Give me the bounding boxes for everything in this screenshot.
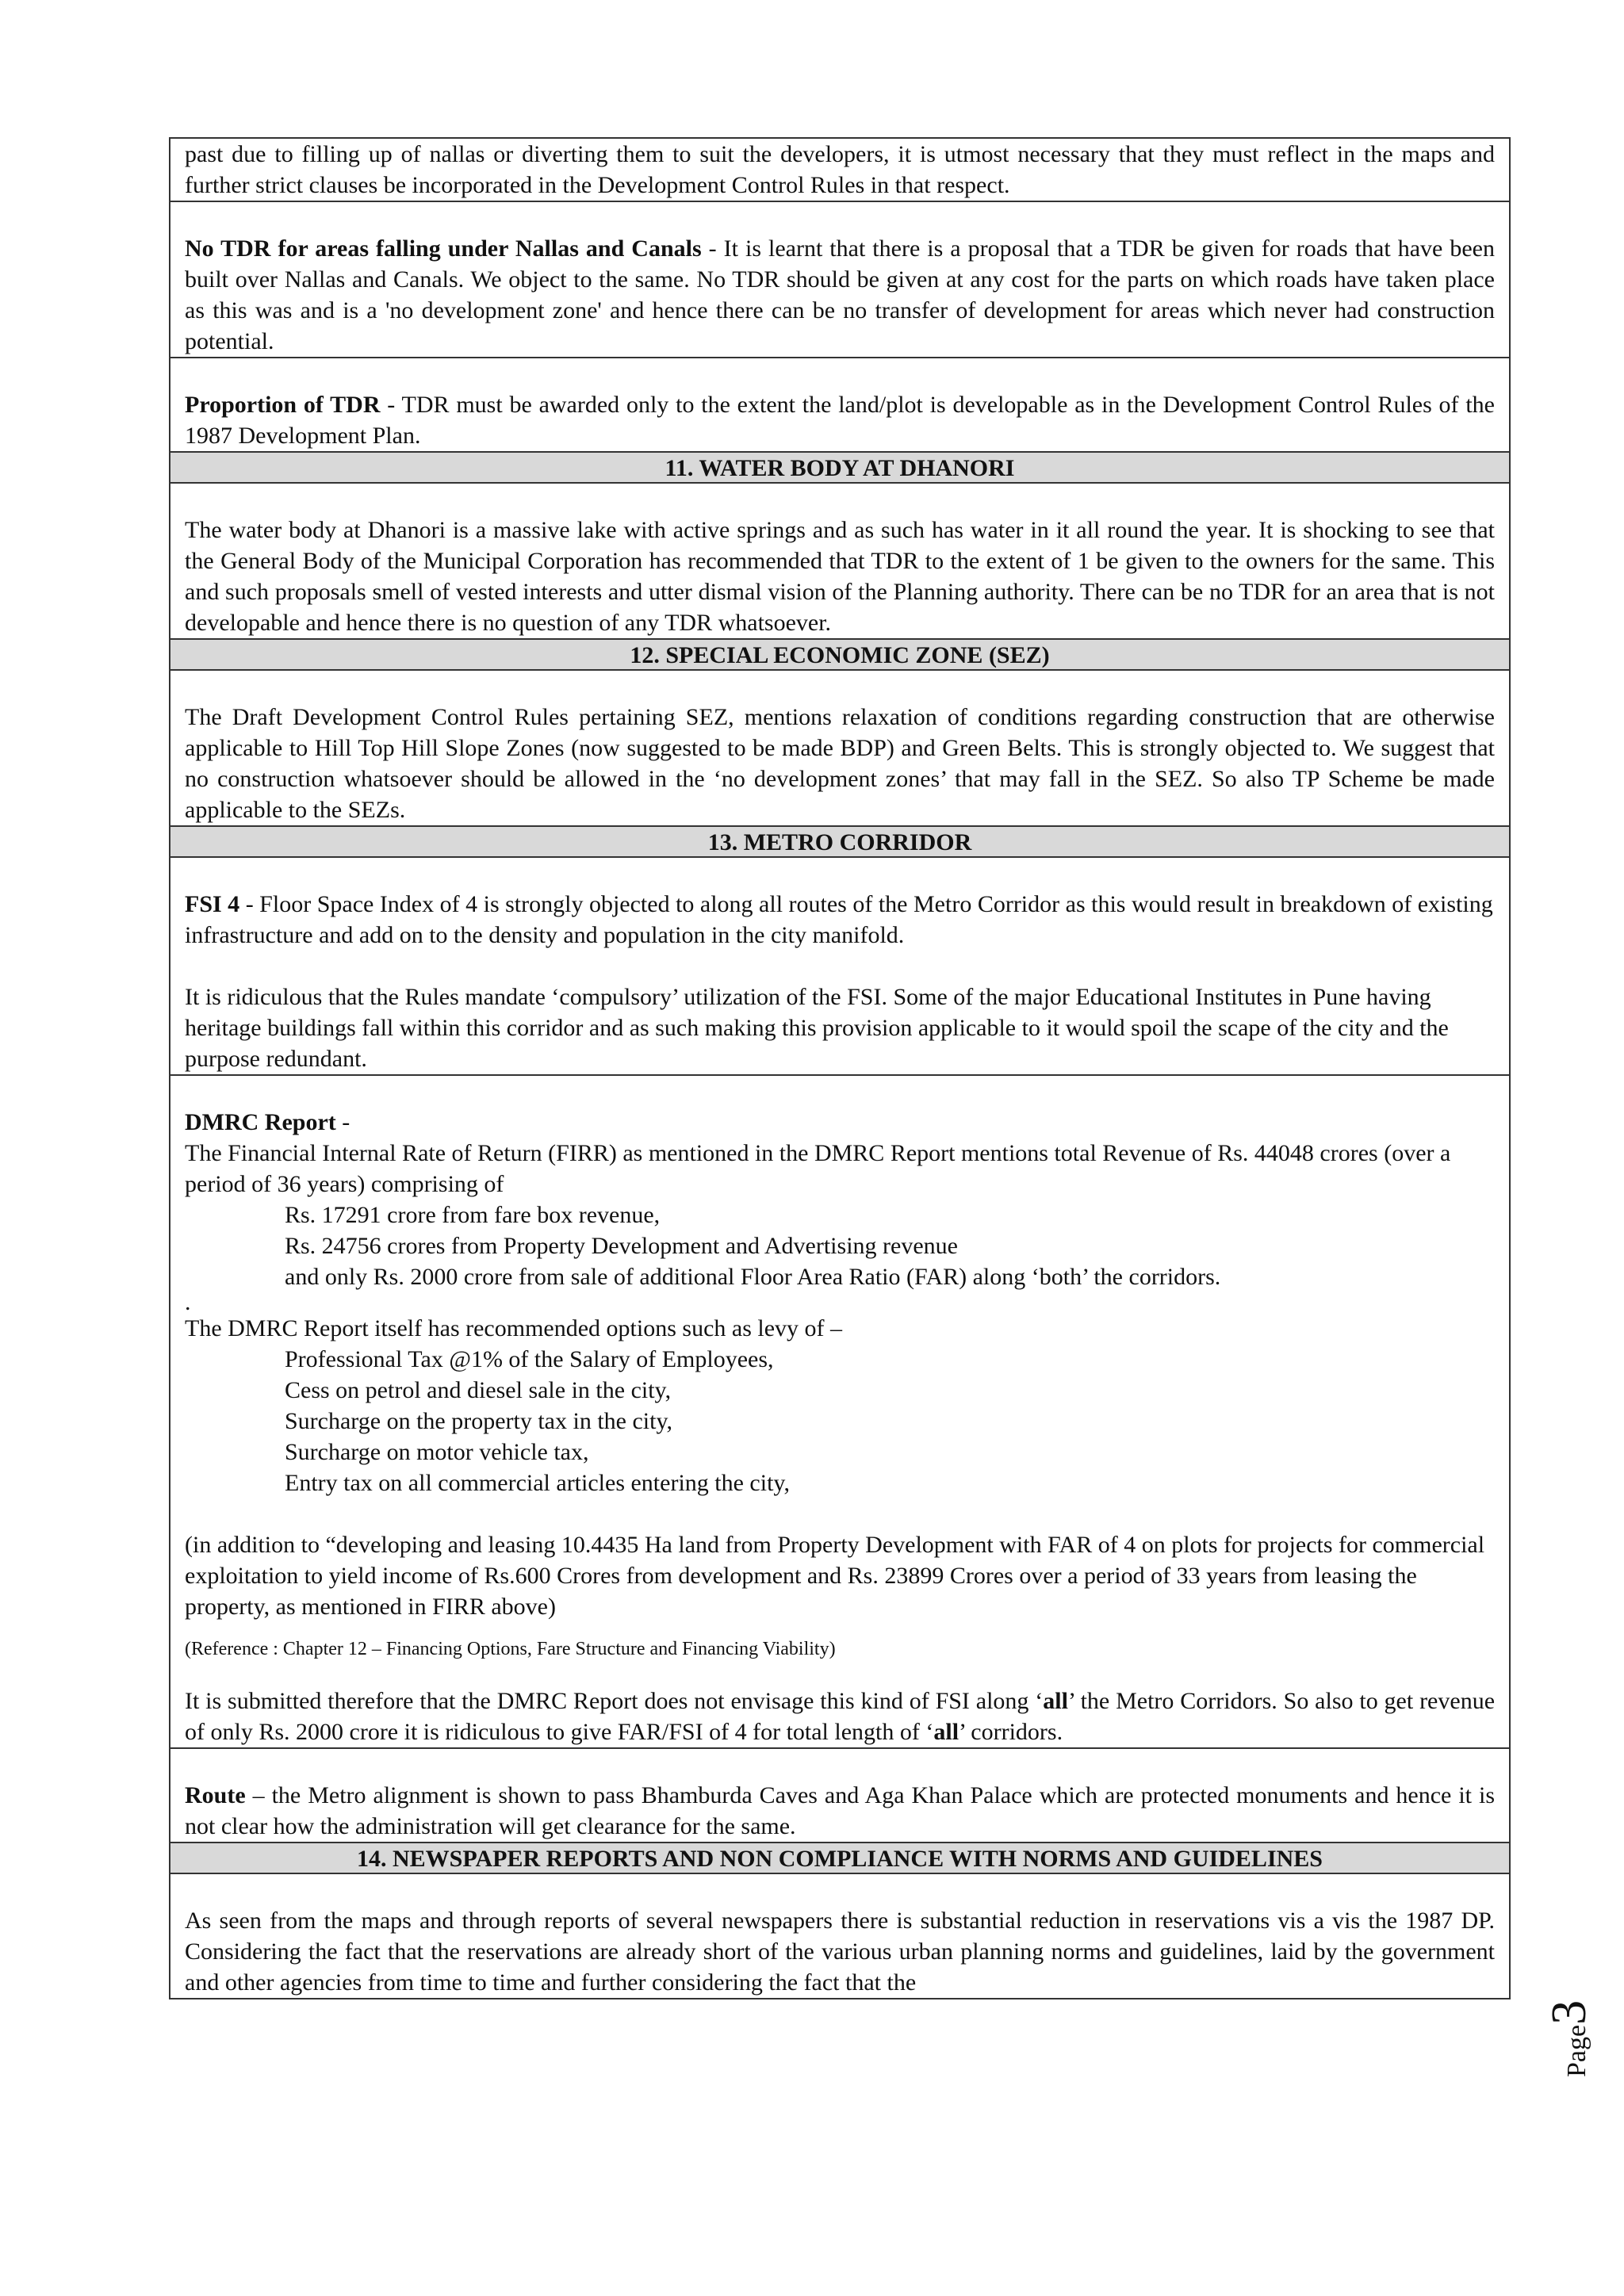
text: The Financial Internal Rate of Return (FIRR) as mentioned in the DMRC Report mentions total Revenue of Rs. 44048 crores (over a period of 36 years) comprising of (185, 1140, 1451, 1197)
text: ’ the Metro Corridors. So also to get revenue of only Rs. 2000 crore it is ridiculous to give FAR/FSI of 4 for total length of ‘ (185, 1688, 1496, 1745)
paragraph-route (169, 1749, 1511, 1843)
text: ’ corridors. (959, 1719, 1063, 1745)
text: . (185, 1289, 191, 1315)
text: (in addition to “developing and leasing 10.4435 Ha land from Property Development with FAR of 4 on plots for projects for commercial exploitation to yield income of Rs.600 Crores from development and Rs. 23899 Crores over a period of 33 years from leasing the property, as mentioned in FIRR above) (185, 1532, 1485, 1620)
text: As seen from the maps and through reports of several newspapers there is substantial reduction in reservations vis a vis the 1987 DP. Considering the fact that the reservations are already short of the various urban planning norms and guidelines, laid by the government and other agencies from time to time and further considering the fact that the (185, 1908, 1495, 1996)
paragraph-nallas-continued (169, 139, 1511, 202)
heading-inline: No TDR for areas falling under Nallas and Canals (185, 235, 702, 262)
paragraph-proportion-tdr (169, 358, 1511, 453)
list-item: Surcharge on the property tax in the city, (285, 1408, 673, 1434)
section-heading-13: 13. METRO CORRIDOR (169, 827, 1511, 858)
section-heading-12: 12. SPECIAL ECONOMIC ZONE (SEZ) (169, 640, 1511, 671)
reference-note: (Reference : Chapter 12 – Financing Options, Fare Structure and Financing Viability) (185, 1639, 836, 1659)
text: The water body at Dhanori is a massive lake with active springs and as such has water in it all round the year. It is shocking to see that the General Body of the Municipal Corporation has recommended that TDR to the extent of 1 be given to the owners for the same. This and such proposals smell of vested interests and utter dismal vision of the Planning authority. There can be no TDR for an area that is not developable and hence there is no question of any TDR whatsoever. (185, 517, 1495, 636)
list-item: Surcharge on motor vehicle tax, (285, 1439, 589, 1465)
heading-inline: Proportion of TDR (185, 392, 381, 418)
text: - (335, 1109, 350, 1135)
list-item: Entry tax on all commercial articles entering the city, (285, 1470, 790, 1496)
text: - It is learnt that there is a proposal that a TDR be given for roads that have been built over Nallas and Canals. We object to the same. No TDR should be given at any cost for the parts on which roads have taken place as this was and is a 'no development zone' and hence there can be no transfer of development for areas which never had construction potential. (185, 235, 1495, 354)
list-item: Rs. 24756 crores from Property Development and Advertising revenue (285, 1233, 958, 1259)
text: The DMRC Report itself has recommended options such as levy of – (185, 1315, 843, 1341)
text: – the Metro alignment is shown to pass Bhamburda Caves and Aga Khan Palace which are protected monuments and hence it is not clear how the administration will get clearance for the same. (185, 1782, 1495, 1839)
emphasis: all (933, 1719, 959, 1745)
heading-inline: DMRC Report (185, 1109, 336, 1135)
text: It is submitted therefore that the DMRC Report does not envisage this kind of FSI along ‘ (185, 1688, 1044, 1714)
text: - TDR must be awarded only to the extent the land/plot is developable as in the Development Control Rules of the 1987 Development Plan. (185, 392, 1495, 449)
paragraph-sez (169, 671, 1511, 827)
text: - Floor Space Index of 4 is strongly objected to along all routes of the Metro Corridor as this would result in breakdown of existing infrastructure and add on to the density and population in the city manifold. (185, 891, 1493, 948)
page-number (1542, 1982, 1610, 2077)
paragraph-dmrc-report (169, 1076, 1511, 1749)
text: past due to filling up of nallas or diverting them to suit the developers, it is utmost necessary that they must reflect in the maps and further strict clauses be incorporated in the Development Control Rules in that respect. (185, 141, 1495, 198)
text: It is ridiculous that the Rules mandate ‘compulsory’ utilization of the FSI. Some of the major Educational Institutes in Pune having heritage buildings fall within this corridor and as such making this provision applicable to it would spoil the scape of the city and the purpose redundant. (185, 984, 1449, 1072)
list-item: and only Rs. 2000 crore from sale of additional Floor Area Ratio (FAR) along ‘both’ the corridors. (285, 1264, 1221, 1290)
paragraph-no-tdr-nallas (169, 202, 1511, 358)
section-heading-11: 11. WATER BODY AT DHANORI (169, 453, 1511, 484)
document-table (169, 137, 1511, 1999)
page-label: Page (1562, 2024, 1591, 2077)
page-number-value: 3 (1542, 1999, 1596, 2025)
text: The Draft Development Control Rules pertaining SEZ, mentions relaxation of conditions regarding construction that are otherwise applicable to Hill Top Hill Slope Zones (now suggested to be made BDP) and Green Belts. This is strongly objected to. We suggest that no construction whatsoever should be allowed in the ‘no development zones’ that may fall in the SEZ. So also TP Scheme be made applicable to the SEZs. (185, 704, 1495, 823)
list-item: Cess on petrol and diesel sale in the city, (285, 1377, 672, 1403)
heading-inline: Route (185, 1782, 246, 1808)
list-item: Professional Tax @1% of the Salary of Employees, (285, 1346, 774, 1372)
paragraph-fsi-4 (169, 858, 1511, 1076)
emphasis: all (1043, 1688, 1068, 1714)
paragraph-newspaper-reports (169, 1874, 1511, 1999)
list-item: Rs. 17291 crore from fare box revenue, (285, 1202, 661, 1228)
section-heading-14: 14. NEWSPAPER REPORTS AND NON COMPLIANCE WITH NORMS AND GUIDELINES (169, 1843, 1511, 1874)
paragraph-water-body (169, 484, 1511, 640)
heading-inline: FSI 4 (185, 891, 240, 917)
